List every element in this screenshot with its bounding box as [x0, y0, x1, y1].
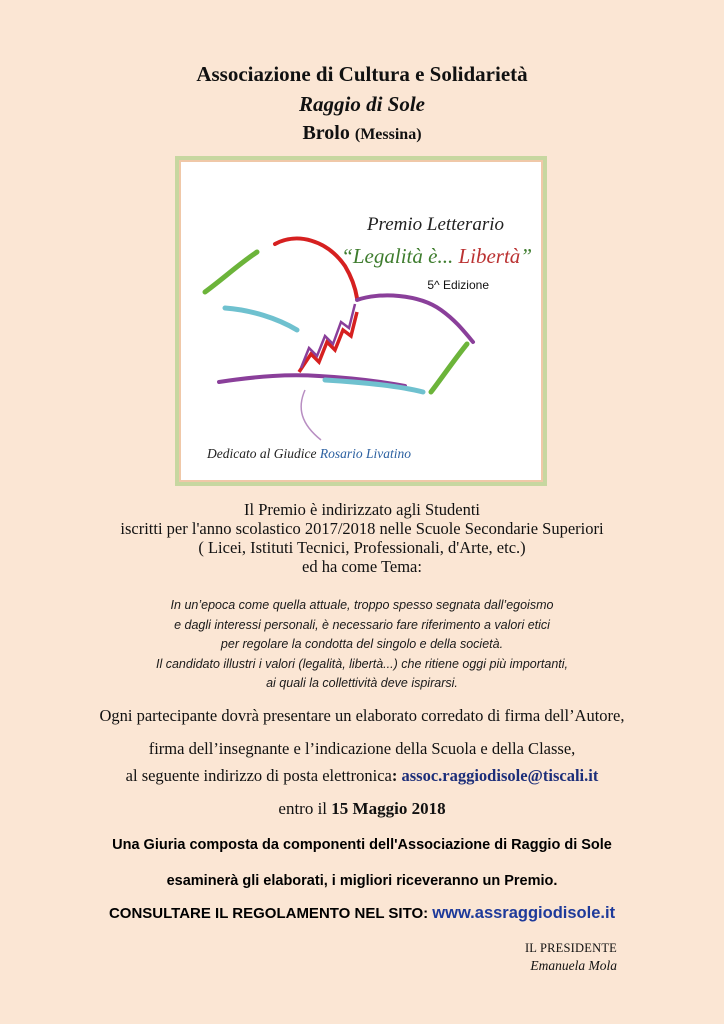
- logo-subtitle: [179, 244, 532, 269]
- deadline-prefix: entro il: [278, 799, 328, 818]
- logo-title: Premio Letterario: [366, 214, 504, 235]
- logo-subtitle-end: ”: [520, 244, 532, 268]
- logo-subtitle-start: “Legalità è...: [341, 244, 454, 268]
- intro-line-1: Il Premio è indirizzato agli Studenti: [244, 500, 480, 519]
- logo-subtitle-red: Libertà: [458, 244, 521, 268]
- abstract-figure-icon: [179, 160, 543, 482]
- instructions-line-3: [0, 766, 724, 786]
- theme-text: [0, 596, 724, 694]
- theme-line: e dagli interessi personali, è necessario fare riferimento a valori etici: [174, 617, 550, 632]
- city: Brolo: [302, 122, 350, 144]
- instructions-line-1: Ogni partecipante dovrà presentare un elaborato corredato di firma dell’Autore,: [99, 706, 625, 725]
- association-name: Raggio di Sole: [298, 92, 425, 116]
- theme-line: In un’epoca come quella attuale, troppo spesso segnata dall’egoismo: [170, 598, 554, 612]
- award-logo: [175, 156, 547, 486]
- organization-title: Associazione di Cultura e Solidarietà: [196, 62, 528, 86]
- email-link[interactable]: assoc.raggiodisole@tiscali.it: [401, 766, 599, 785]
- theme-line: ai quali la collettività deve ispirarsi.: [266, 676, 458, 690]
- theme-line: Il candidato illustri i valori (legalità, libertà...) che ritiene oggi più importanti,: [156, 656, 568, 671]
- email-prefix: al seguente indirizzo di posta elettronica: [125, 766, 392, 785]
- edition-label: 5^ Edizione: [427, 278, 489, 292]
- dedication-name: Rosario Livatino: [319, 446, 411, 461]
- jury-line-1: Una Giuria composta da componenti dell'Associazione di Raggio di Sole: [112, 837, 612, 853]
- theme-line: per regolare la condotta del singolo e della società.: [220, 637, 504, 651]
- dedication-prefix: Dedicato al Giudice: [207, 446, 317, 461]
- signature-role: IL PRESIDENTE: [524, 941, 617, 955]
- instructions-line-2: firma dell’insegnante e l’indicazione della Scuola e della Classe,: [148, 739, 576, 758]
- province: (Messina): [354, 126, 422, 143]
- website-link[interactable]: www.assraggiodisole.it: [432, 904, 616, 922]
- location-line: [0, 122, 724, 145]
- jury-line-2: esaminerà gli elaborati, i migliori riceveranno un Premio.: [166, 873, 558, 889]
- intro-line-3: ( Licei, Istituti Tecnici, Professionali, d'Arte, etc.): [198, 538, 526, 557]
- signature-name: Emanuela Mola: [530, 958, 617, 973]
- intro-line-4: ed ha come Tema:: [302, 557, 422, 576]
- deadline-line: [0, 799, 724, 819]
- dedication: [207, 446, 411, 462]
- email-colon: :: [391, 766, 398, 785]
- intro-line-2: iscritti per l'anno scolastico 2017/2018 nelle Scuole Secondarie Superiori: [120, 519, 604, 538]
- deadline-date: 15 Maggio 2018: [331, 799, 446, 818]
- website-line: [0, 904, 724, 923]
- website-prefix: CONSULTARE IL REGOLAMENTO NEL SITO:: [108, 905, 429, 922]
